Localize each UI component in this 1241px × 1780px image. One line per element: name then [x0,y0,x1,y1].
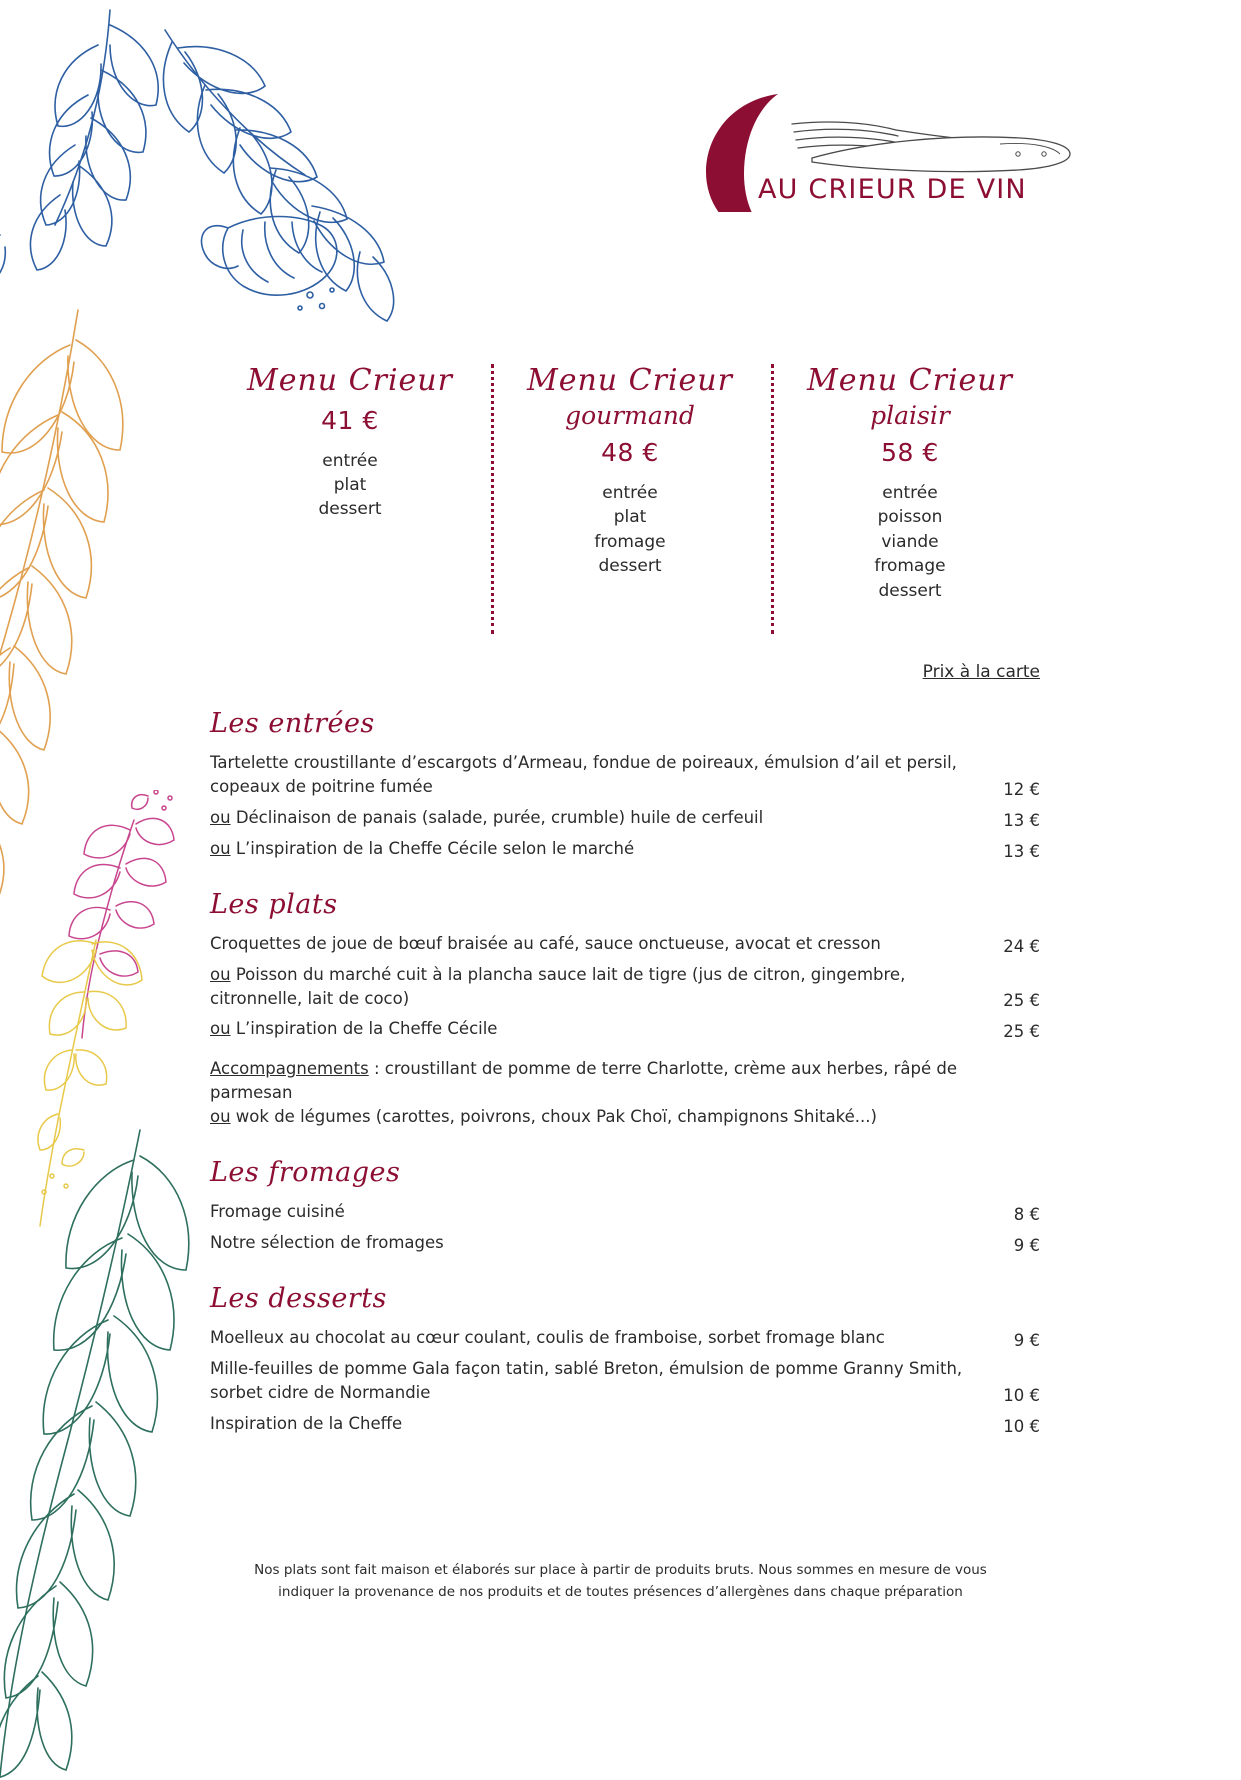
menu-item [210,1412,1040,1436]
menu-item-text: L’inspiration de la Cheffe Cécile [235,1019,498,1039]
alternative-prefix: ou [210,1107,231,1127]
menu-item-description: Croquettes de joue de bœuf braisée au café, sauce onctueuse, avocat et cresson [210,933,881,953]
section-entrees [210,708,1040,861]
menu-item-text: Déclinaison de panais (salade, purée, crumble) huile de cerfeuil [235,807,764,827]
a-la-carte [210,662,1040,1464]
formula-course: entrée [602,483,658,503]
menu-item-price: 24 € [1003,936,1040,956]
menu-item-description: Tartelette croustillante d’escargots d’Armeau, fondue de poireaux, émulsion d’ail et persil, copeaux de poitrine fumée [210,753,957,796]
formula-course: entrée [882,483,938,503]
menu-item-price: 25 € [1003,1022,1040,1042]
menu-item [210,806,1040,830]
footer-line-2: indiquer la provenance de nos produits et de toutes présences d’allergènes dans chaque préparation [278,1583,963,1600]
menu-item [210,837,1040,861]
menu-item [210,1017,1040,1041]
formula-courses [500,481,760,579]
orange-foliage-decoration [0,300,240,920]
section-fromages [210,1157,1040,1255]
menu-item-price: 12 € [1003,779,1040,799]
menu-item-description [210,963,970,1011]
side-dishes-label: Accompagnements [210,1059,369,1079]
menu-item-description: Fromage cuisiné [210,1202,345,1222]
menu-item-description [210,1017,970,1041]
menu-item-price: 13 € [1003,841,1040,861]
menu-item-price: 25 € [1003,991,1040,1011]
formula-course: fromage [874,556,946,577]
restaurant-logo [700,82,1080,262]
knife-icon [812,137,1070,172]
menu-item [210,1231,1040,1255]
formula-course: entrée [322,450,378,471]
menu-item-price: 10 € [1003,1385,1040,1405]
formula-crieur-gourmand [490,362,770,579]
footer-note [0,1560,1241,1603]
alternative-prefix: ou [210,838,231,858]
menu-item-price: 13 € [1003,810,1040,830]
menu-item [210,1200,1040,1224]
formula-price: 48 € [601,438,659,467]
menu-item [210,1357,1040,1405]
yellow-flower-decoration [0,900,220,1230]
alternative-prefix: ou [210,807,231,827]
logo-wordmark: AU CRIEUR DE VIN [758,174,1027,205]
footer-line-1: Nos plats sont fait maison et élaborés sur place à partir de produits bruts. Nous sommes en mesure de vous [254,1562,987,1578]
section-title: Les plats [210,888,338,920]
blue-foliage-decoration [0,0,480,350]
formula-title: Menu Crieur [247,363,453,398]
formula-title: Menu Crieur [807,363,1013,398]
formula-course: dessert [598,556,662,577]
formula-subtitle: gourmand [565,400,695,430]
formula-course: poisson [877,507,943,528]
menu-item [210,963,1040,1011]
formula-courses [780,481,1040,603]
menu-item-description: Inspiration de la Cheffe [210,1413,403,1433]
menu-item [210,1326,1040,1350]
formula-course: fromage [594,531,666,552]
section-title: Les fromages [210,1157,401,1189]
formula-title: Menu Crieur [527,363,733,398]
formula-course: dessert [878,580,942,601]
formula-subtitle: plaisir [870,400,950,430]
menu-formulas [210,362,1050,603]
side-dishes-line1: : croustillant de pomme de terre Charlotte, crème aux herbes, râpé de parmesan [210,1059,958,1103]
section-plats [210,889,1040,1129]
menu-item-price: 9 € [1013,1235,1040,1255]
side-dishes [210,1057,1040,1129]
side-dishes-line2: wok de légumes (carottes, poivrons, choux Pak Choï, champignons Shitaké...) [230,1107,877,1127]
section-title: Les desserts [210,1282,387,1314]
menu-item-description: Moelleux au chocolat au cœur coulant, coulis de framboise, sorbet fromage blanc [210,1327,885,1347]
menu-item-description [210,806,970,830]
price-column-header: Prix à la carte [922,662,1040,682]
section-title: Les entrées [210,708,375,739]
formula-course: plat [333,474,367,495]
formula-price: 58 € [881,438,939,467]
menu-item-text: Poisson du marché cuit à la plancha sauce lait de tigre (jus de citron, gingembre, citronnelle, lait de coco) [210,964,906,1008]
formula-courses [220,449,480,522]
alternative-prefix: ou [210,1019,231,1039]
menu-item [210,932,1040,956]
menu-item [210,751,1040,799]
menu-item-text: L’inspiration de la Cheffe Cécile selon le marché [235,838,635,858]
menu-item-price: 9 € [1013,1330,1040,1350]
formula-course: dessert [318,499,382,520]
formula-course: plat [613,507,647,528]
menu-item-description [210,837,970,861]
menu-item-price: 8 € [1013,1205,1040,1225]
menu-item-price: 10 € [1003,1416,1040,1436]
formula-price: 41 € [321,405,379,435]
formula-course: viande [881,531,939,552]
formula-crieur [210,362,490,522]
section-desserts [210,1283,1040,1436]
formula-crieur-plaisir [770,362,1050,603]
menu-item-description: Mille-feuilles de pomme Gala façon tatin, sablé Breton, émulsion de pomme Granny Smith, sorbet cidre de Normandie [210,1358,963,1402]
alternative-prefix: ou [210,964,231,984]
menu-item-description: Notre sélection de fromages [210,1233,444,1253]
